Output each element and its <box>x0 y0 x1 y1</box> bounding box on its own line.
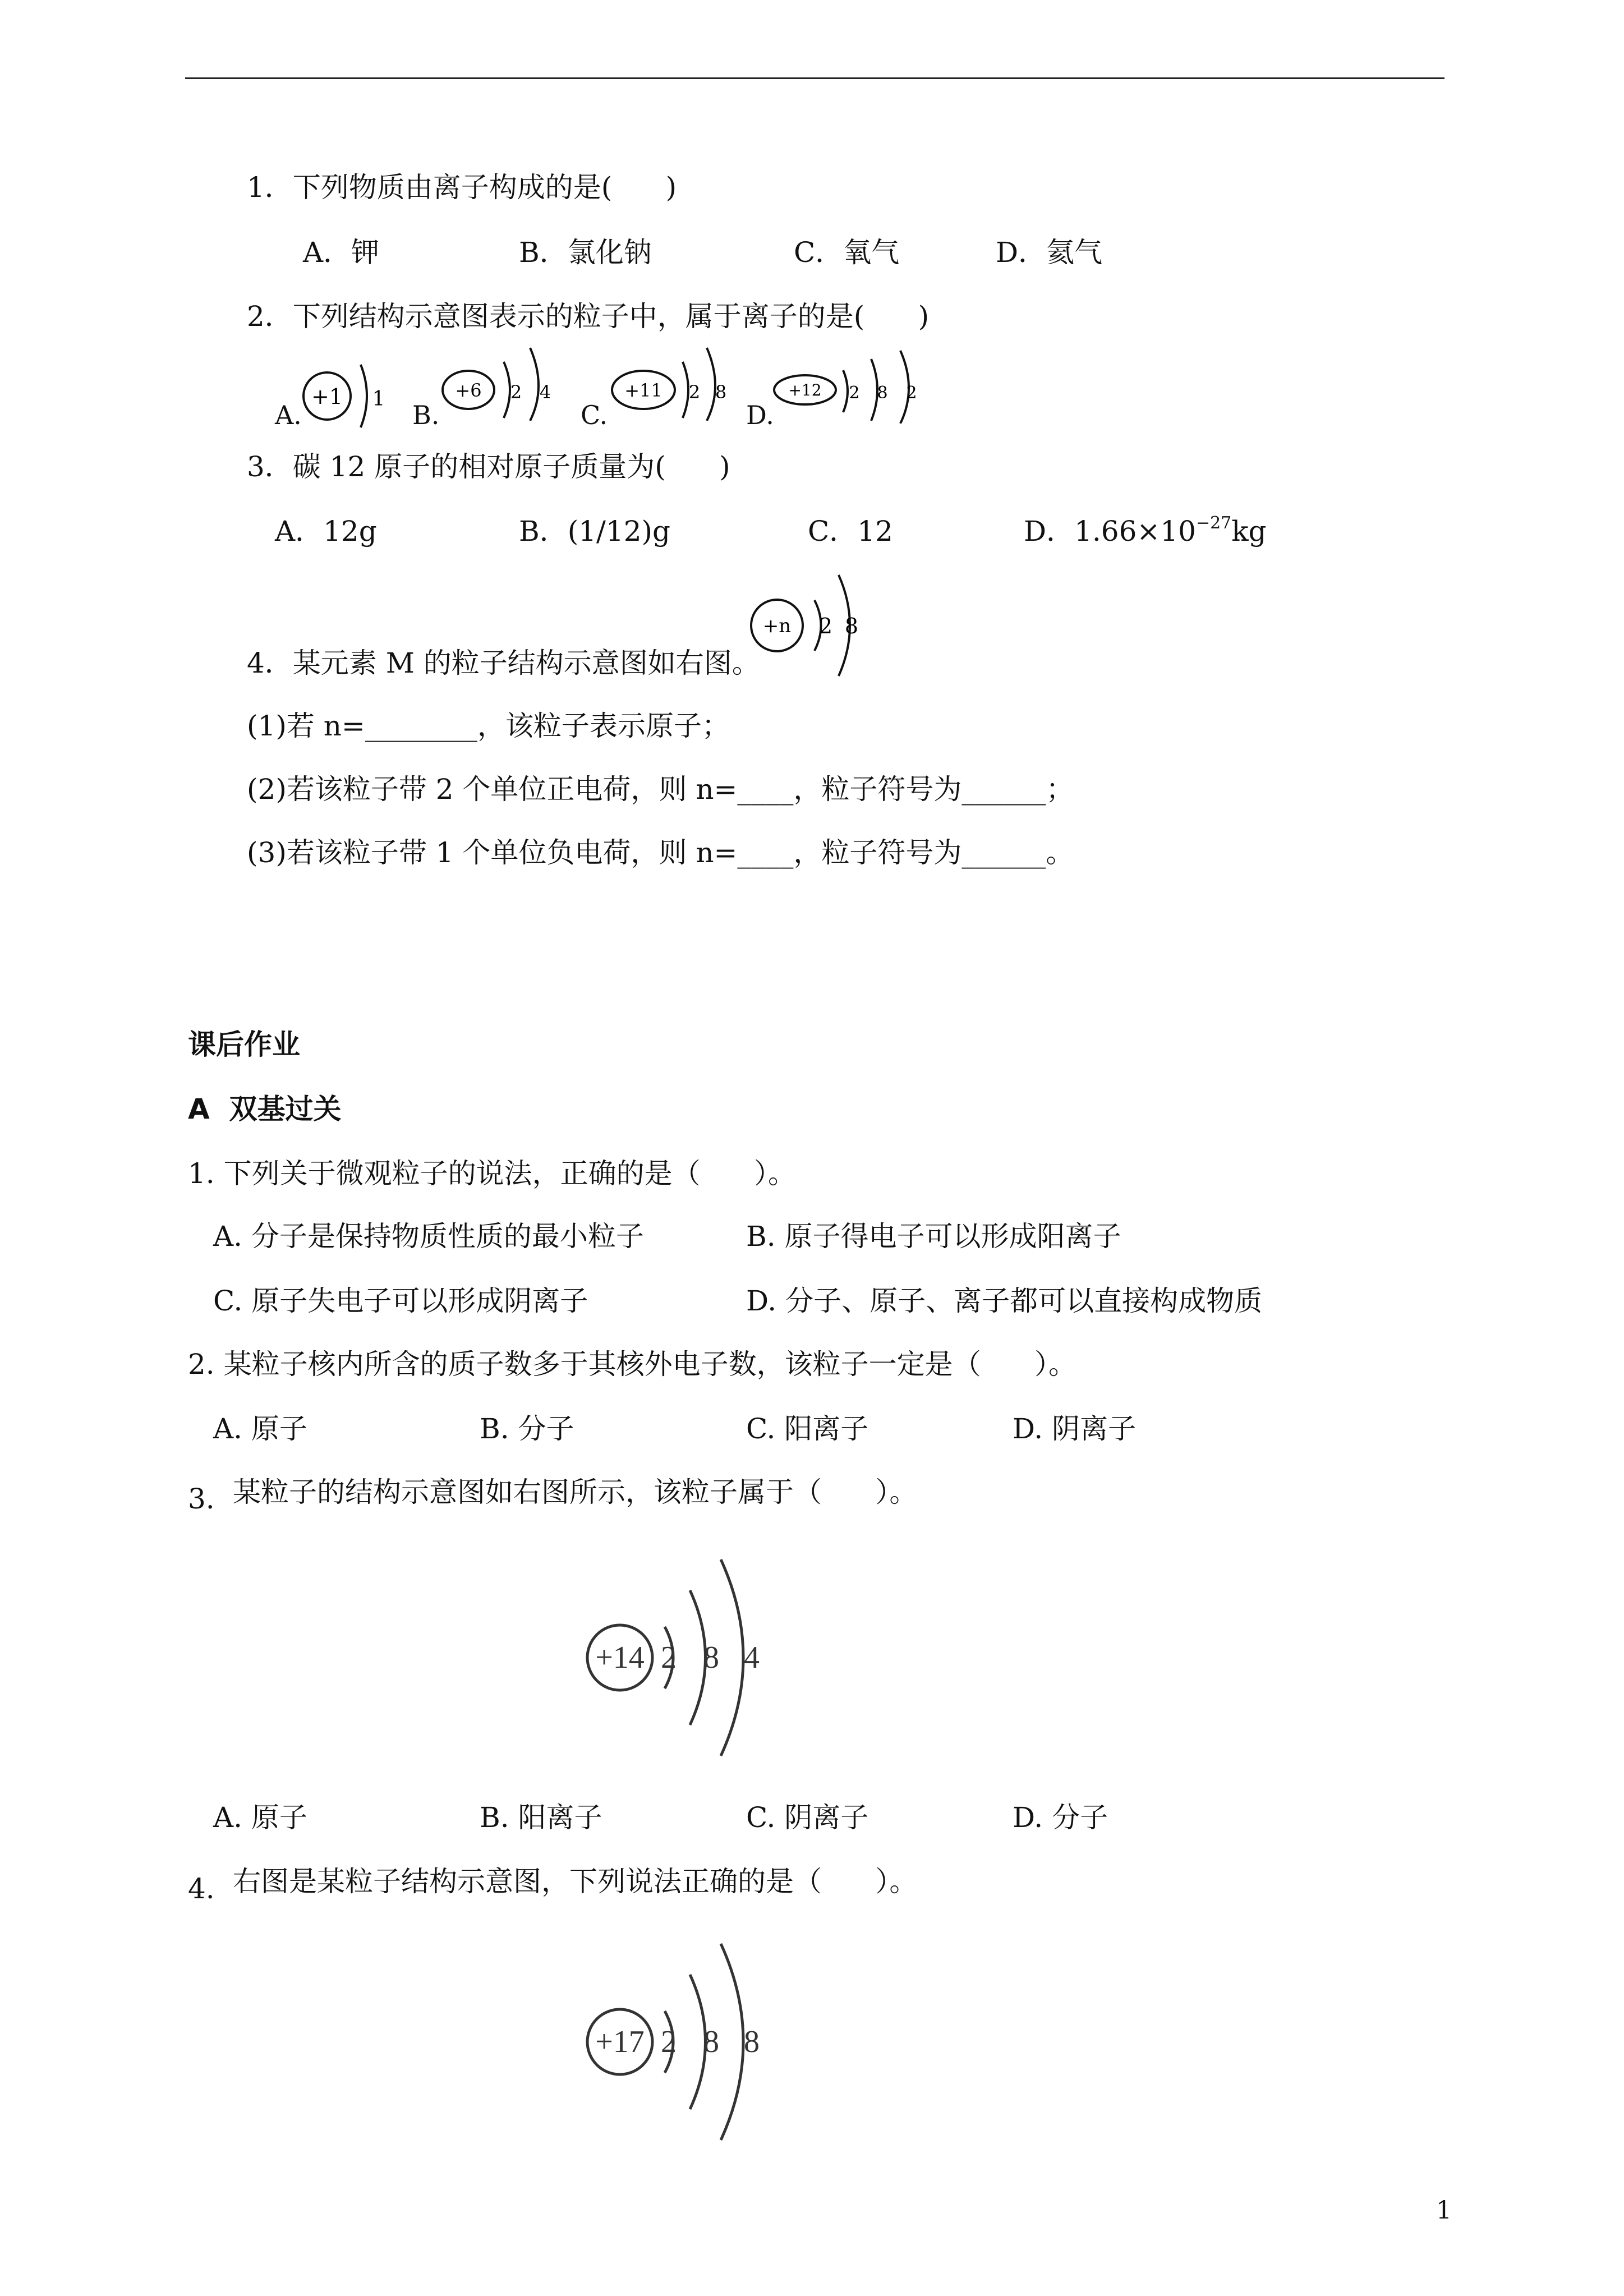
h2-option-a: A. 原子 <box>213 1412 307 1445</box>
h1-stem: 1. 下列关于微观粒子的说法，正确的是（ ）。 <box>188 1157 796 1190</box>
h3-atom-shell-2: 8 <box>703 1640 719 1675</box>
h1-option-d: D. 分子、原子、离子都可以直接构成物质 <box>746 1285 1263 1317</box>
section-a-title: A 双基过关 <box>188 1093 342 1125</box>
page-number: 1 <box>1436 2196 1452 2225</box>
q1-option-c: C．氧气 <box>794 236 900 269</box>
h2-stem: 2. 某粒子核内所含的质子数多于其核外电子数，该粒子一定是（ ）。 <box>188 1348 1076 1381</box>
q2-atom-c-nucleus: +11 <box>624 380 663 401</box>
q2-letter-c: C. <box>581 400 608 430</box>
h3-atom-nucleus: +14 <box>595 1640 645 1675</box>
h1-option-c: C. 原子失电子可以形成阴离子 <box>213 1285 588 1317</box>
q4-atom <box>746 569 881 682</box>
h3-atom-shell-1: 2 <box>661 1640 677 1675</box>
q1-option-d: D．氦气 <box>996 236 1103 269</box>
q2-atom-d-nucleus: +12 <box>788 381 822 399</box>
h3-stem: 某粒子的结构示意图如右图所示，该粒子属于（ ）。 <box>233 1476 918 1508</box>
q3-option-d-exp: −27 <box>1195 513 1232 533</box>
q2-atom-a <box>300 348 401 432</box>
q2-atom-a-nucleus: +1 <box>311 384 343 409</box>
h1-option-b: B. 原子得电子可以形成阳离子 <box>746 1220 1121 1253</box>
h4-number: 4. <box>188 1872 215 1905</box>
q2-atom-d-shell-2: 8 <box>877 383 888 403</box>
q2-atom-d <box>771 345 951 424</box>
q2-atom-b <box>438 337 567 421</box>
q3-option-d-unit: kg <box>1231 515 1267 547</box>
q2-stem: 2．下列结构示意图表示的粒子中，属于离子的是( ) <box>247 300 930 333</box>
homework-title: 课后作业 <box>188 1028 300 1061</box>
h3-number: 3. <box>188 1483 215 1515</box>
q4-atom-nucleus: +n <box>762 615 792 637</box>
q1-stem: 1．下列物质由离子构成的是( ) <box>247 171 677 204</box>
q2-atom-b-shell-1: 2 <box>510 381 522 403</box>
h3-option-c: C. 阴离子 <box>746 1801 869 1834</box>
q2-atom-d-shell-1: 2 <box>849 383 860 403</box>
q4-atom-shell-2: 8 <box>844 614 859 638</box>
h2-option-c: C. 阳离子 <box>746 1412 869 1445</box>
q3-option-d-prefix: D．1.66×10 <box>1024 515 1196 547</box>
h3-option-a: A. 原子 <box>213 1801 307 1834</box>
h4-atom-shell-1: 2 <box>661 2024 677 2059</box>
h3-option-d: D. 分子 <box>1013 1801 1108 1834</box>
q4-stem: 4．某元素 M 的粒子结构示意图如右图。 <box>247 647 760 679</box>
q4-sub3: (3)若该粒子带 1 个单位负电荷，则 n=____，粒子符号为______。 <box>247 836 1074 869</box>
q2-atom-b-nucleus: +6 <box>455 380 482 401</box>
q4-sub1: (1)若 n=________，该粒子表示原子； <box>247 710 730 742</box>
h4-atom <box>578 1941 780 2143</box>
q3-option-a: A．12g <box>275 515 377 547</box>
h3-option-b: B. 阳离子 <box>480 1801 602 1834</box>
h3-atom-shell-3: 4 <box>744 1640 760 1675</box>
h4-stem: 右图是某粒子结构示意图，下列说法正确的是（ ）。 <box>233 1865 918 1898</box>
q1-option-b: B．氯化钠 <box>519 236 652 269</box>
q2-letter-a: A. <box>275 400 302 430</box>
h3-atom <box>578 1557 780 1759</box>
q2-letter-d: D. <box>746 400 774 430</box>
q3-stem: 3．碳 12 原子的相对原子质量为( ) <box>247 450 730 483</box>
h2-option-d: D. 阴离子 <box>1013 1412 1137 1445</box>
h2-option-b: B. 分子 <box>480 1412 574 1445</box>
h4-atom-shell-2: 8 <box>703 2024 719 2059</box>
q2-letter-b: B. <box>412 400 440 430</box>
h4-atom-nucleus: +17 <box>595 2024 645 2059</box>
q4-atom-shell-1: 2 <box>818 614 833 638</box>
q1-option-a: A．钾 <box>303 236 380 269</box>
h1-option-a: A. 分子是保持物质性质的最小粒子 <box>213 1220 644 1253</box>
header-rule <box>185 77 1444 79</box>
q3-option-b: B．(1/12)g <box>519 515 671 547</box>
q3-option-c: C．12 <box>808 515 893 547</box>
q2-atom-a-shell-1: 1 <box>372 388 385 411</box>
q2-atom-b-shell-2: 4 <box>539 381 551 403</box>
q4-sub2: (2)若该粒子带 2 个单位正电荷，则 n=____，粒子符号为______； <box>247 773 1074 806</box>
q2-atom-c <box>609 337 743 421</box>
q2-atom-d-shell-3: 2 <box>906 383 917 403</box>
q2-atom-c-shell-2: 8 <box>715 381 727 403</box>
h4-atom-shell-3: 8 <box>744 2024 760 2059</box>
q3-option-d <box>1024 513 1267 549</box>
q2-atom-c-shell-1: 2 <box>688 381 701 403</box>
